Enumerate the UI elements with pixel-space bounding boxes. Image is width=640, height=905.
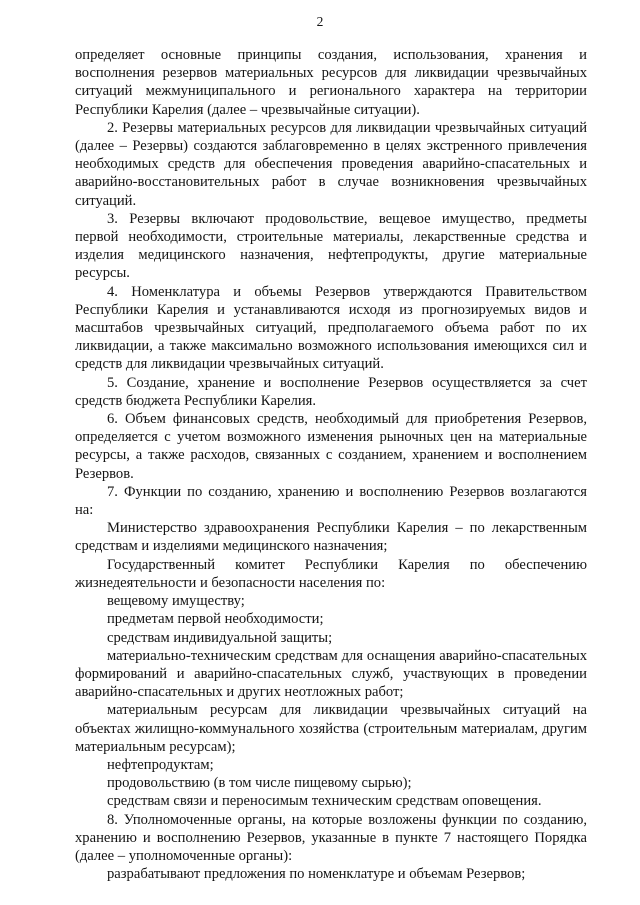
paragraph: 2. Резервы материальных ресурсов для ликвидации чрезвычайных ситуаций (далее – Резервы) создаются заблаговременно в целях экстренного привлечения необходимых средств для обеспечения проведения аварийно-спасательных и аварийно-восстановительных работ в случае возникновения чрезвычайных ситуаций. [75, 119, 587, 209]
paragraph: Министерство здравоохранения Республики Карелия – по лекарственным средствам и изделиями медицинского назначения; [75, 520, 587, 555]
list-item: материально-техническим средствам для оснащения аварийно-спасательных формирований и аварийно-спасательных служб, участвующих в проведении аварийно-спасательных и других неотложных работ; [75, 647, 587, 701]
paragraph: 4. Номенклатура и объемы Резервов утверждаются Правительством Республики Карелия и устанавливаются исходя из прогнозируемых видов и масштабов чрезвычайных ситуаций, предполагаемого объема работ по их ликвидации, а также максимально возможного использования имеющихся сил и средств для ликвидации чрезвычайных ситуаций. [75, 283, 587, 373]
list-item: продовольствию (в том числе пищевому сырью); [107, 775, 412, 792]
paragraph: определяет основные принципы создания, использования, хранения и восполнения резервов материальных ресурсов для ликвидации чрезвычайных ситуаций межмуниципального и регионального характера на территории Республики Карелия (далее – чрезвычайные ситуации). [75, 47, 587, 118]
list-item: вещевому имуществу; [107, 593, 245, 610]
list-item: разрабатывают предложения по номенклатуре и объемам Резервов; [107, 866, 526, 883]
paragraph: 3. Резервы включают продовольствие, вещевое имущество, предметы первой необходимости, строительные материалы, лекарственные средства и изделия медицинского назначения, нефтепродукты, другие материальные ресурсы. [75, 210, 587, 282]
paragraph: 5. Создание, хранение и восполнение Резервов осуществляется за счет средств бюджета Республики Карелия. [75, 374, 587, 409]
paragraph: 7. Функции по созданию, хранению и восполнению Резервов возлагаются на: [75, 483, 587, 519]
page-number: 2 [316, 14, 324, 29]
document-body [75, 46, 587, 883]
list-item: средствам связи и переносимым техническим средствам оповещения. [107, 793, 542, 810]
list-item: предметам первой необходимости; [107, 611, 324, 628]
list-item: материальным ресурсам для ликвидации чрезвычайных ситуаций на объектах жилищно-коммунального хозяйства (строительным материалам, другим материальным ресурсам); [75, 702, 587, 755]
list-item: нефтепродуктам; [107, 756, 214, 773]
paragraph: 6. Объем финансовых средств, необходимый для приобретения Резервов, определяется с учетом возможного изменения рыночных цен на материальные ресурсы, а также расходов, связанных с созданием, хранением и восполнением Резервов. [75, 411, 587, 482]
paragraph: 8. Уполномоченные органы, на которые возложены функции по созданию, хранению и восполнению Резервов, указанные в пункте 7 настоящего Порядка (далее – уполномоченные органы): [75, 811, 587, 864]
paragraph: Государственный комитет Республики Карелия по обеспечению жизнедеятельности и безопасности населения по: [75, 556, 587, 591]
list-item: средствам индивидуальной защиты; [107, 629, 333, 646]
